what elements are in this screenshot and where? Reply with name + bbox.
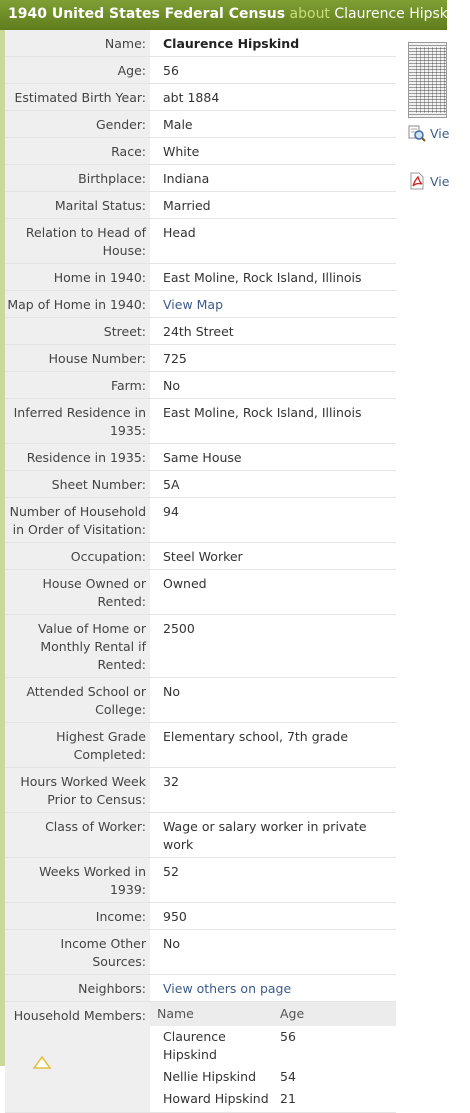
field-label: Weeks Worked in 1939:	[5, 858, 150, 902]
member-name: Claurence Hipskind	[163, 1029, 226, 1062]
field-value: 94	[163, 504, 179, 519]
about-word: about	[289, 6, 330, 22]
record-row	[5, 471, 396, 498]
view-image-label: Vie	[429, 126, 450, 141]
record-row	[5, 768, 396, 813]
field-label: Highest Grade Completed:	[5, 723, 150, 767]
field-value: Steel Worker	[163, 549, 243, 564]
field-label: Attended School or College:	[5, 678, 150, 722]
record-row	[5, 678, 396, 723]
field-value: 725	[163, 351, 187, 366]
field-value: 950	[163, 909, 187, 924]
field-label: Hours Worked Week Prior to Census:	[5, 768, 150, 812]
collection-title: 1940 United States Federal Census	[8, 6, 286, 22]
field-label: Value of Home or Monthly Rental if Rented:	[5, 615, 150, 677]
record-row	[5, 57, 396, 84]
magnifier-image-icon	[408, 124, 426, 145]
field-value: Head	[163, 225, 196, 240]
record-row	[5, 903, 396, 930]
field-value: 5A	[163, 477, 180, 492]
record-row	[5, 138, 396, 165]
record-row	[5, 858, 396, 903]
record-row	[5, 543, 396, 570]
field-label: Birthplace:	[5, 165, 150, 191]
field-value: Owned	[163, 576, 207, 591]
household-col-age: Age	[280, 1006, 305, 1021]
field-label: House Number:	[5, 345, 150, 371]
field-label: Income:	[5, 903, 150, 929]
view-pdf-label: Vie	[429, 174, 450, 189]
record-row	[5, 291, 396, 318]
field-value: Indiana	[163, 171, 210, 186]
field-label: Name:	[5, 30, 150, 56]
field-value: No	[163, 936, 180, 951]
record-row	[5, 615, 396, 678]
field-value: East Moline, Rock Island, Illinois	[163, 270, 362, 285]
field-label: Inferred Residence in 1935:	[5, 399, 150, 443]
field-value: No	[163, 378, 180, 393]
record-row	[5, 930, 396, 975]
field-value: Elementary school, 7th grade	[163, 729, 349, 744]
household-members-table	[150, 1002, 396, 1112]
record-row	[5, 165, 396, 192]
field-value: No	[163, 684, 180, 699]
household-member	[150, 1088, 396, 1112]
record-row	[5, 318, 396, 345]
view-pdf-link[interactable]	[408, 172, 449, 193]
field-value: Same House	[163, 450, 242, 465]
household-members-row	[5, 1002, 396, 1113]
field-label: Map of Home in 1940:	[5, 291, 150, 317]
field-value: 52	[163, 864, 179, 879]
record-row	[5, 399, 396, 444]
field-value: 24th Street	[163, 324, 234, 339]
record-title-bar	[0, 0, 470, 30]
field-value: White	[163, 144, 200, 159]
field-label: Gender:	[5, 111, 150, 137]
warning-icon	[33, 1056, 51, 1071]
field-value: 56	[163, 63, 179, 78]
person-name-title: Claurence Hipskind	[334, 6, 470, 22]
member-name: Howard Hipskind	[163, 1091, 269, 1106]
field-label: Number of Household in Order of Visitation:	[5, 498, 150, 542]
field-label: Household Members:	[5, 1002, 150, 1112]
field-label: Relation to Head of House:	[5, 219, 150, 263]
view-image-link[interactable]	[408, 124, 449, 145]
field-label: Home in 1940:	[5, 264, 150, 290]
record-row	[5, 372, 396, 399]
pdf-icon	[408, 172, 426, 193]
field-value: Wage or salary worker in private work	[163, 819, 367, 852]
field-link[interactable]: View Map	[163, 297, 224, 312]
record-row	[5, 264, 396, 291]
household-col-name: Name	[157, 1006, 194, 1021]
field-label: Street:	[5, 318, 150, 344]
field-label: Class of Worker:	[5, 813, 150, 857]
field-label: Income Other Sources:	[5, 930, 150, 974]
record-row	[5, 111, 396, 138]
record-row	[5, 723, 396, 768]
household-member	[150, 1026, 396, 1066]
census-image-thumbnail[interactable]	[408, 42, 447, 118]
record-row	[5, 498, 396, 543]
member-age: 21	[280, 1091, 296, 1106]
field-value: Claurence Hipskind	[163, 36, 300, 51]
household-member	[150, 1066, 396, 1088]
field-value: 2500	[163, 621, 195, 636]
record-row	[5, 192, 396, 219]
field-link[interactable]: View others on page	[163, 981, 292, 996]
record-row	[5, 30, 396, 57]
field-label: Race:	[5, 138, 150, 164]
field-value: Male	[163, 117, 193, 132]
field-label: House Owned or Rented:	[5, 570, 150, 614]
record-details-table	[5, 30, 396, 1113]
member-age: 54	[280, 1069, 296, 1084]
record-row	[5, 570, 396, 615]
record-row	[5, 345, 396, 372]
field-value: 32	[163, 774, 179, 789]
field-label: Estimated Birth Year:	[5, 84, 150, 110]
field-label: Sheet Number:	[5, 471, 150, 497]
record-row	[5, 219, 396, 264]
household-header	[150, 1002, 396, 1026]
member-name: Nellie Hipskind	[163, 1069, 257, 1084]
field-label: Age:	[5, 57, 150, 83]
record-row	[5, 84, 396, 111]
field-value: East Moline, Rock Island, Illinois	[163, 405, 362, 420]
member-age: 56	[280, 1029, 296, 1044]
record-row	[5, 975, 396, 1002]
record-row	[5, 444, 396, 471]
field-label: Neighbors:	[5, 975, 150, 1001]
field-value: Married	[163, 198, 211, 213]
field-label: Marital Status:	[5, 192, 150, 218]
field-label: Residence in 1935:	[5, 444, 150, 470]
field-label: Occupation:	[5, 543, 150, 569]
field-value: abt 1884	[163, 90, 220, 105]
field-label: Farm:	[5, 372, 150, 398]
record-row	[5, 813, 396, 858]
